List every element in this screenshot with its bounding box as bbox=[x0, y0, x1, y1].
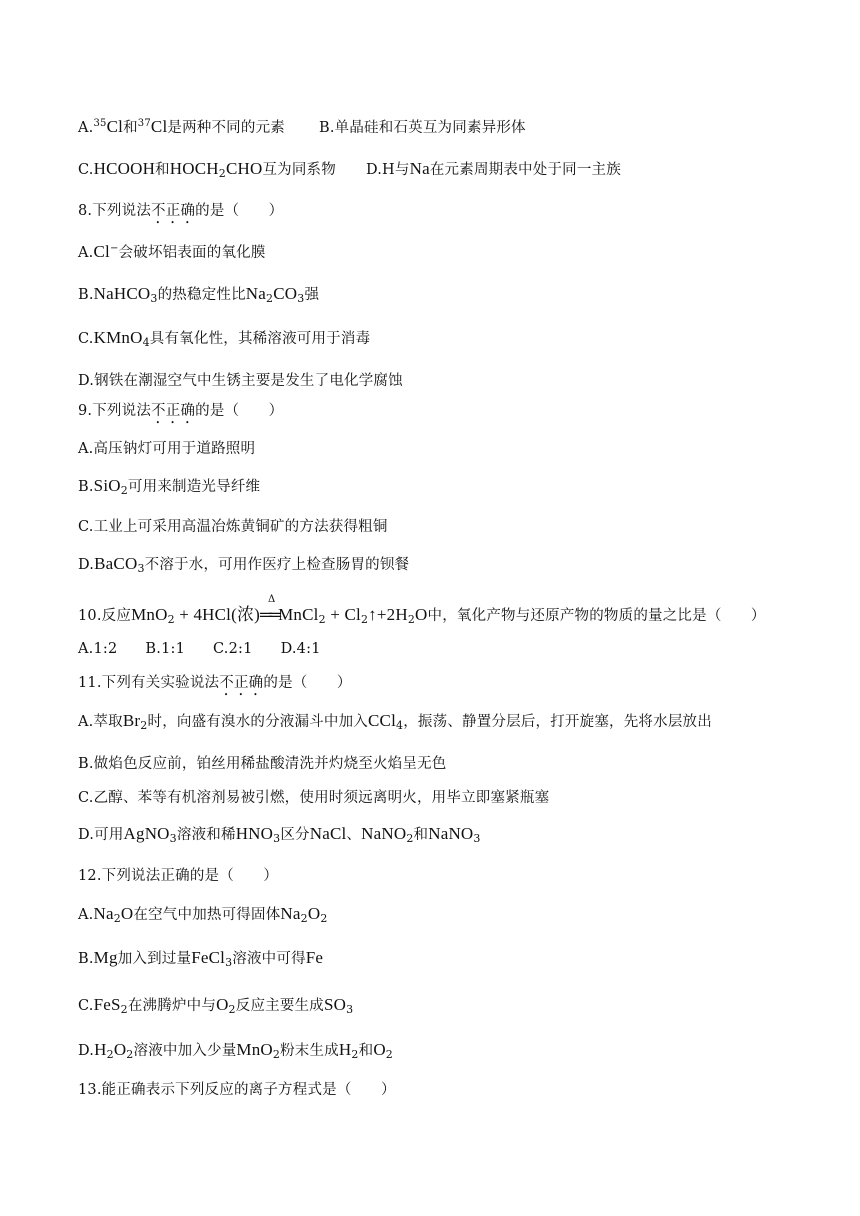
option-label: A. bbox=[78, 120, 94, 136]
heat-symbol: Δ bbox=[268, 594, 276, 605]
q8-option-b: B.NaHCO$_3$的热稳定性比$Na_2CO_3$强 bbox=[78, 284, 320, 305]
q10-option-c: C.2:1 bbox=[213, 641, 253, 657]
q13-stem: 13.能正确表示下列反应的离子方程式是（ ） bbox=[78, 1082, 396, 1098]
emphasis-text: 不正确 bbox=[151, 203, 196, 219]
q8-stem: 8.下列说法不正确的是（ ） bbox=[78, 203, 284, 219]
q11-option-a: A.萃取$Br_2$时，向盛有溴水的分液漏斗中加入CCl$_4$，振荡、静置分层后，打开旋塞，先将水层放出 bbox=[78, 711, 712, 732]
q11-option-d: D.可用AgNO$_3$溶液和稀$HNO_3$区分NaCl、NaNO$_2$和NaNO$_3$ bbox=[78, 824, 481, 845]
q7-option-b: B.单晶硅和石英互为同素异形体 bbox=[318, 120, 526, 136]
q9-option-d: D.BaCO$_3$不溶于水，可用作医疗上检查肠胃的钡餐 bbox=[78, 554, 410, 575]
gas-arrow-icon: ↑ bbox=[368, 605, 377, 624]
q10-options bbox=[78, 641, 349, 657]
q11-option-b: B.做焰色反应前，铂丝用稀盐酸清洗并灼烧至火焰呈无色 bbox=[78, 756, 447, 772]
q8-option-d: D.钢铁在潮湿空气中生锈主要是发生了电化学腐蚀 bbox=[78, 373, 403, 389]
q11-stem: 11.下列有关实验说法不正确的是（ ） bbox=[78, 675, 352, 691]
emphasis-text: 不正确 bbox=[219, 675, 264, 691]
q7-option-c-d: C.HCOOH和$HOCH_2CHO$互为同系物 D.H与Na在元素周期表中处于同一主族 bbox=[78, 159, 621, 180]
emphasis-text: 不正确 bbox=[151, 403, 196, 419]
q9-option-c: C.工业上可采用高温冶炼黄铜矿的方法获得粗铜 bbox=[78, 519, 388, 535]
q10-option-b: B.1:1 bbox=[145, 641, 186, 657]
q9-stem: 9.下列说法不正确的是（ ） bbox=[78, 403, 284, 419]
q10-option-d: D.4:1 bbox=[280, 641, 321, 657]
q12-stem: 12.下列说法正确的是（ ） bbox=[78, 868, 279, 884]
reaction-condition bbox=[260, 594, 279, 625]
q10-option-a: A.1:2 bbox=[78, 641, 118, 657]
q10-stem: 10.反应MnO$_2$ + 4HCl(浓) Δ ══MnCl$_2$ + $Cl_2↑+2H_2O$中，氧化产物与还原产物的物质的量之比是（ ） bbox=[78, 594, 766, 626]
q7-option-a-b: A.$^{35}$Cl和$^{37}$Cl是两种不同的元素 B.单晶硅和石英互为同素异形体 bbox=[78, 117, 526, 136]
q12-option-a: $A.Na_2O$在空气中加热可得固体$Na_2O_2$ bbox=[78, 904, 328, 925]
q8-option-c: C.KMnO$_4$具有氧化性，其稀溶液可用于消毒 bbox=[78, 328, 371, 349]
q9-option-a: A.高压钠灯可用于道路照明 bbox=[78, 441, 256, 457]
q12-option-d: $D.H_2O_2$溶液中加入少量MnO$_2$粉末生成$H_2$和$O_2$ bbox=[78, 1040, 393, 1061]
q8-option-a: A.Cl−会破坏铝表面的氧化膜 bbox=[78, 242, 266, 261]
q12-option-b: B.Mg加入到过量FeCl$_3$溶液中可得Fe bbox=[78, 948, 324, 969]
q11-option-c: C.乙醇、苯等有机溶剂易被引燃，使用时须远离明火，用毕立即塞紧瓶塞 bbox=[78, 790, 550, 806]
equals-arrow: ══ bbox=[260, 605, 279, 624]
q9-option-b: B.SiO$_2$可用来制造光导纤维 bbox=[78, 476, 261, 497]
q12-option-c: C.FeS$_2$在沸腾炉中与$O_2$反应主要生成$SO_3$ bbox=[78, 995, 354, 1016]
